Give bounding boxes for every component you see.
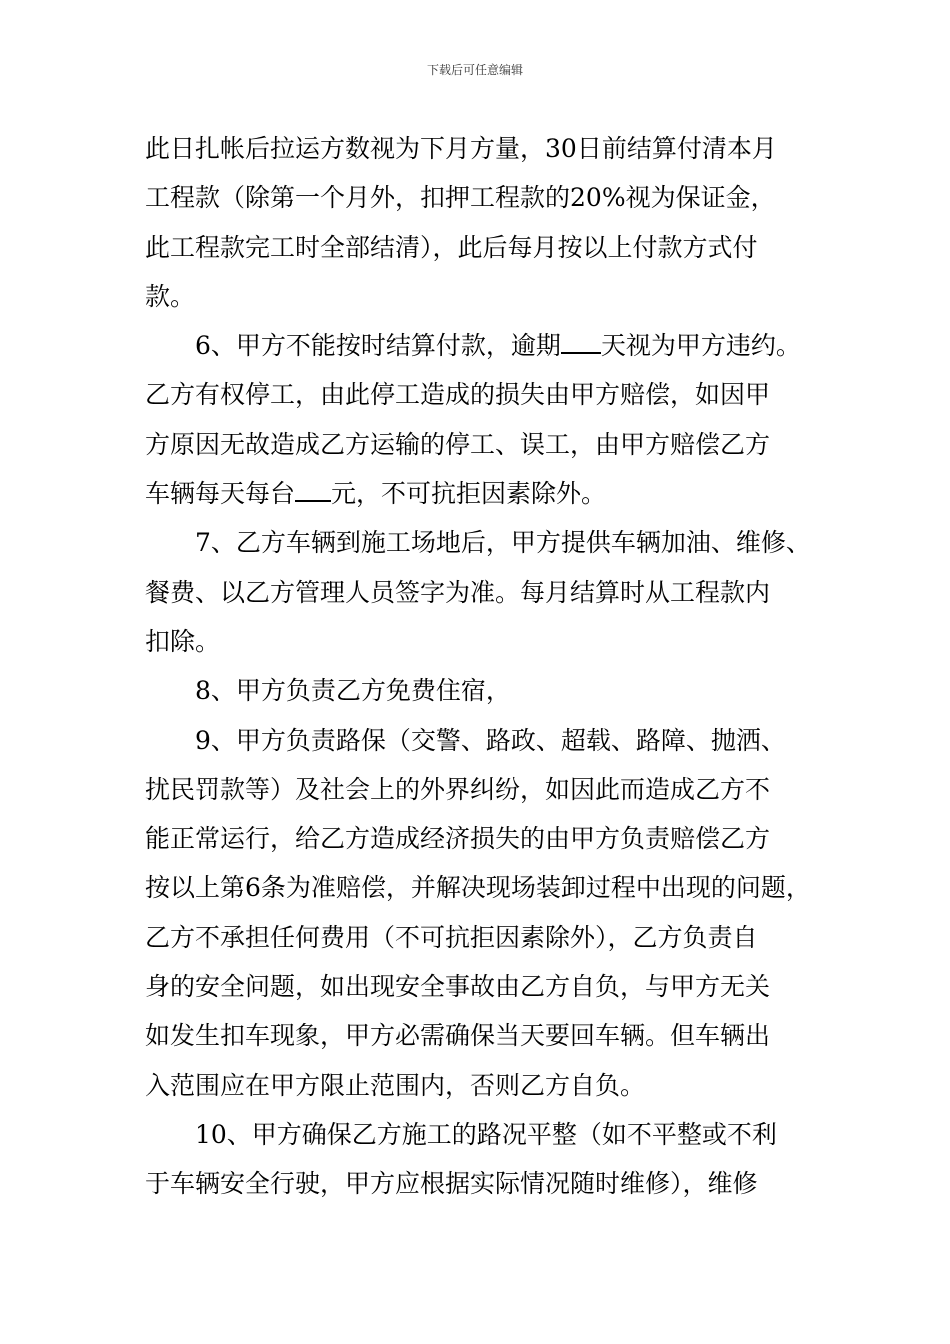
text-line: 能正常运行，给乙方造成经济损失的由甲方负责赔偿乙方 [145,824,771,854]
clause-6-amount-line [145,469,835,518]
text-line: 于车辆安全行驶，甲方应根据实际情况随时维修），维修 [145,1169,758,1199]
text-line: 10、甲方确保乙方施工的路况平整（如不平整或不利 [195,1119,777,1149]
document-body [145,124,835,1209]
text-fragment: 车辆每天每台 [145,479,296,509]
text-line: 此日扎帐后拉运方数视为下月方量，30日前结算付清本月 [145,134,777,163]
text-line: 乙方有权停工，由此停工造成的损失由甲方赔偿，如因甲 [145,380,771,410]
text-line: 工程款（除第一个月外，扣押工程款的20%视为保证金， [145,183,776,213]
text-fragment: 天视为甲方违约。 [600,331,801,361]
text-line: 扰民罚款等）及社会上的外界纠纷，如因此而造成乙方不 [145,774,771,804]
clause-6-line [145,321,835,370]
text-line: 款。 [145,281,196,311]
text-line: 7、乙方车辆到施工场地后，甲方提供车辆加油、维修、 [195,528,811,558]
text-line: 如发生扣车现象，甲方必需确保当天要回车辆。但车辆出 [145,1021,771,1051]
fill-in-blank [295,500,331,502]
page-header: 下载后可任意编辑 [426,63,523,77]
text-fragment: 6、甲方不能按时结算付款，逾期 [195,331,561,361]
text-line: 9、甲方负责路保（交警、路政、超载、路障、抛洒、 [195,725,786,755]
text-line: 此工程款完工时全部结清），此后每月按以上付款方式付 [145,232,758,262]
text-line: 身的安全问题，如出现安全事故由乙方自负，与甲方无关 [145,972,771,1002]
text-fragment: 元，不可抗拒因素除外。 [331,479,607,509]
text-line: 餐费、以乙方管理人员签字为准。每月结算时从工程款内 [145,577,771,607]
text-line: 8、甲方负责乙方免费住宿， [195,676,511,706]
text-line: 按以上第6条为准赔偿，并解决现场装卸过程中出现的问题， [145,873,811,903]
text-line: 乙方不承担任何费用（不可抗拒因素除外），乙方负责自 [145,922,758,952]
fill-in-blank [561,352,601,354]
text-line: 入范围应在甲方限止范围内，否则乙方自负。 [145,1070,646,1100]
text-line: 扣除。 [145,626,221,656]
text-line: 方原因无故造成乙方运输的停工、误工，由甲方赔偿乙方 [145,429,771,459]
